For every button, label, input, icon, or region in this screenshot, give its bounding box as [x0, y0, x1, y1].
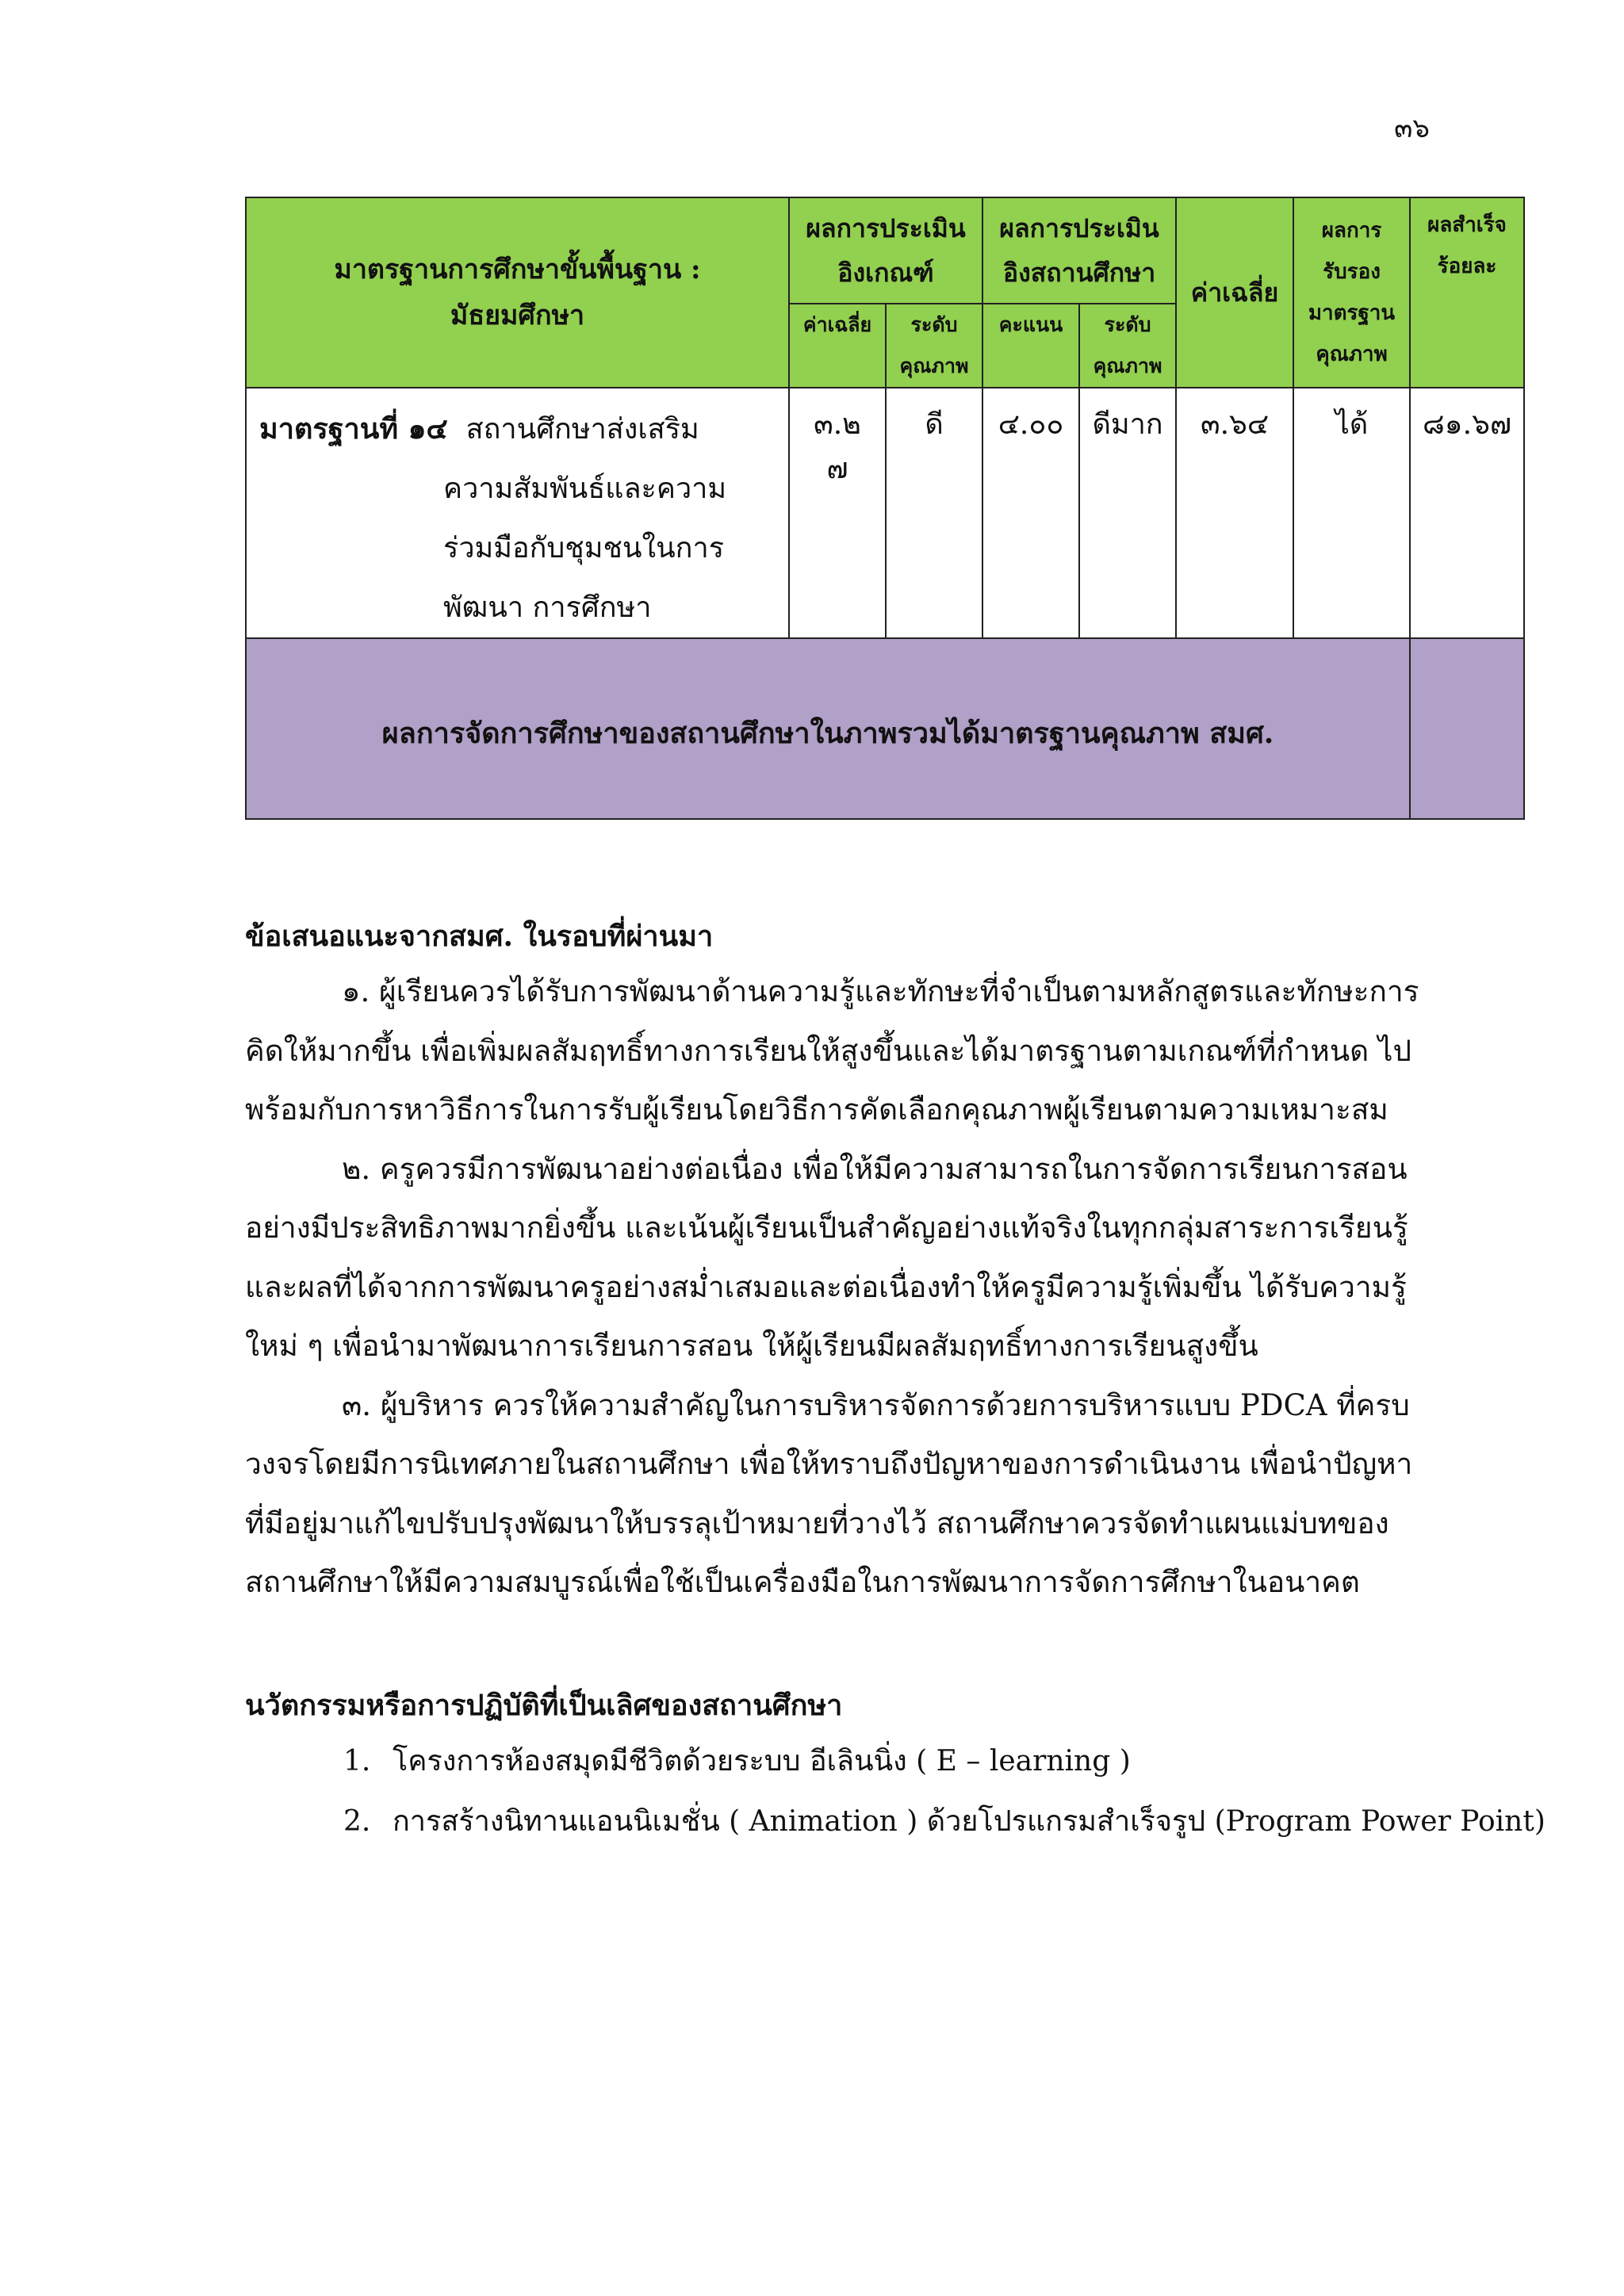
summary-cell: ผลการจัดการศึกษาของสถานศึกษาในภาพรวมได้มาตรฐานคุณภาพ สมศ.	[246, 638, 1410, 819]
page-number: ๓๖	[1394, 113, 1430, 144]
header-average: ค่าเฉลี่ย	[1176, 197, 1293, 388]
school-score-cell: ๔.๐๐	[982, 388, 1079, 638]
recommendation-1: ๑. ผู้เรียนควรได้รับการพัฒนาด้านความรู้และทักษะที่จำเป็นตามหลักสูตรและทักษะการคิดให้มากขึ้น เพื่อเพิ่มผลสัมฤทธิ์ทางการเรียนให้สูงขึ้นและได้มาตรฐานตามเกณฑ์ที่กำหนด ไปพร้อมกับการหาวิธีการในการรับผู้เรียนโดยวิธีการคัดเลือกคุณภาพผู้เรียนตามความเหมาะสม	[245, 974, 1419, 1127]
school-level-cell: ดีมาก	[1079, 388, 1176, 638]
summary-empty-cell	[1410, 638, 1524, 819]
recommendation-3: ๓. ผู้บริหาร ควรให้ความสำคัญในการบริหารจัดการด้วยการบริหารแบบ PDCA ที่ครบวงจรโดยมีการนิเทศภายในสถานศึกษา เพื่อให้ทราบถึงปัญหาของการดำเนินงาน เพื่อนำปัญหาที่มีอยู่มาแก้ไขปรับปรุงพัฒนาให้บรรลุเป้าหมายที่วางไว้ สถานศึกษาควรจัดทำแผนแม่บทของสถานศึกษาให้มีความสมบูรณ์เพื่อใช้เป็นเครื่องมือในการพัฒนาการจัดการศึกษาในอนาคต	[245, 1387, 1413, 1599]
subheader-criterion-level: ระดับ คุณภาพ	[886, 304, 982, 388]
criterion-level-cell: ดี	[886, 388, 982, 638]
recommendation-2: ๒. ครูควรมีการพัฒนาอย่างต่อเนื่อง เพื่อให้มีความสามารถในการจัดการเรียนการสอนอย่างมีประสิทธิภาพมากยิ่งขึ้น และเน้นผู้เรียนเป็นสำคัญอย่างแท้จริงในทุกกลุ่มสาระการเรียนรู้ และผลที่ได้จากการพัฒนาครูอย่างสม่ำเสมอและต่อเนื่องทำให้ครูมีความรู้เพิ่มขึ้น ได้รับความรู้ใหม่ ๆ เพื่อนำมาพัฒนาการเรียนการสอน ให้ผู้เรียนมีผลสัมฤทธิ์ทางการเรียนสูงขึ้น	[245, 1151, 1408, 1363]
header-standard: มาตรฐานการศึกษาขั้นพื้นฐาน : มัธยมศึกษา	[246, 197, 789, 388]
header-school-eval: ผลการประเมิน อิงสถานศึกษา	[982, 197, 1176, 304]
certification-cell: ได้	[1293, 388, 1410, 638]
header-certification: ผลการ รับรอง มาตรฐาน คุณภาพ	[1293, 197, 1410, 388]
criterion-avg-cell: ๓.๒ ๗	[789, 388, 886, 638]
achievement-cell: ๘๑.๖๗	[1410, 388, 1524, 638]
header-criterion-eval: ผลการประเมิน อิงเกณฑ์	[789, 197, 982, 304]
subheader-criterion-avg: ค่าเฉลี่ย	[789, 304, 886, 388]
header-achievement: ผลสำเร็จ ร้อยละ	[1410, 197, 1524, 388]
recommendations-body	[245, 962, 1427, 1613]
innovations-list	[343, 1732, 1545, 1852]
innovations-heading: นวัตกรรมหรือการปฏิบัติที่เป็นเลิศของสถานศึกษา	[245, 1689, 843, 1722]
average-cell: ๓.๖๔	[1176, 388, 1293, 638]
subheader-school-score: คะแนน	[982, 304, 1079, 388]
list-item: 2. การสร้างนิทานแอนนิเมชั่น ( Animation ) ด้วยโปรแกรมสำเร็จรูป (Program Power Point)	[343, 1805, 1545, 1838]
recommendations-heading: ข้อเสนอแนะจากสมศ. ในรอบที่ผ่านมา	[245, 920, 714, 953]
standards-table	[245, 197, 1525, 820]
list-item: 1. โครงการห้องสมุดมีชีวิตด้วยระบบ อีเลินนิ่ง ( E – learning )	[343, 1745, 1131, 1777]
subheader-school-level: ระดับ คุณภาพ	[1079, 304, 1176, 388]
standard-name-cell: มาตรฐานที่ ๑๔ สถานศึกษาส่งเสริม ความสัมพันธ์และความ ร่วมมือกับชุมชนในการ พัฒนา การศึกษา	[246, 388, 789, 638]
table-row	[246, 388, 1524, 638]
